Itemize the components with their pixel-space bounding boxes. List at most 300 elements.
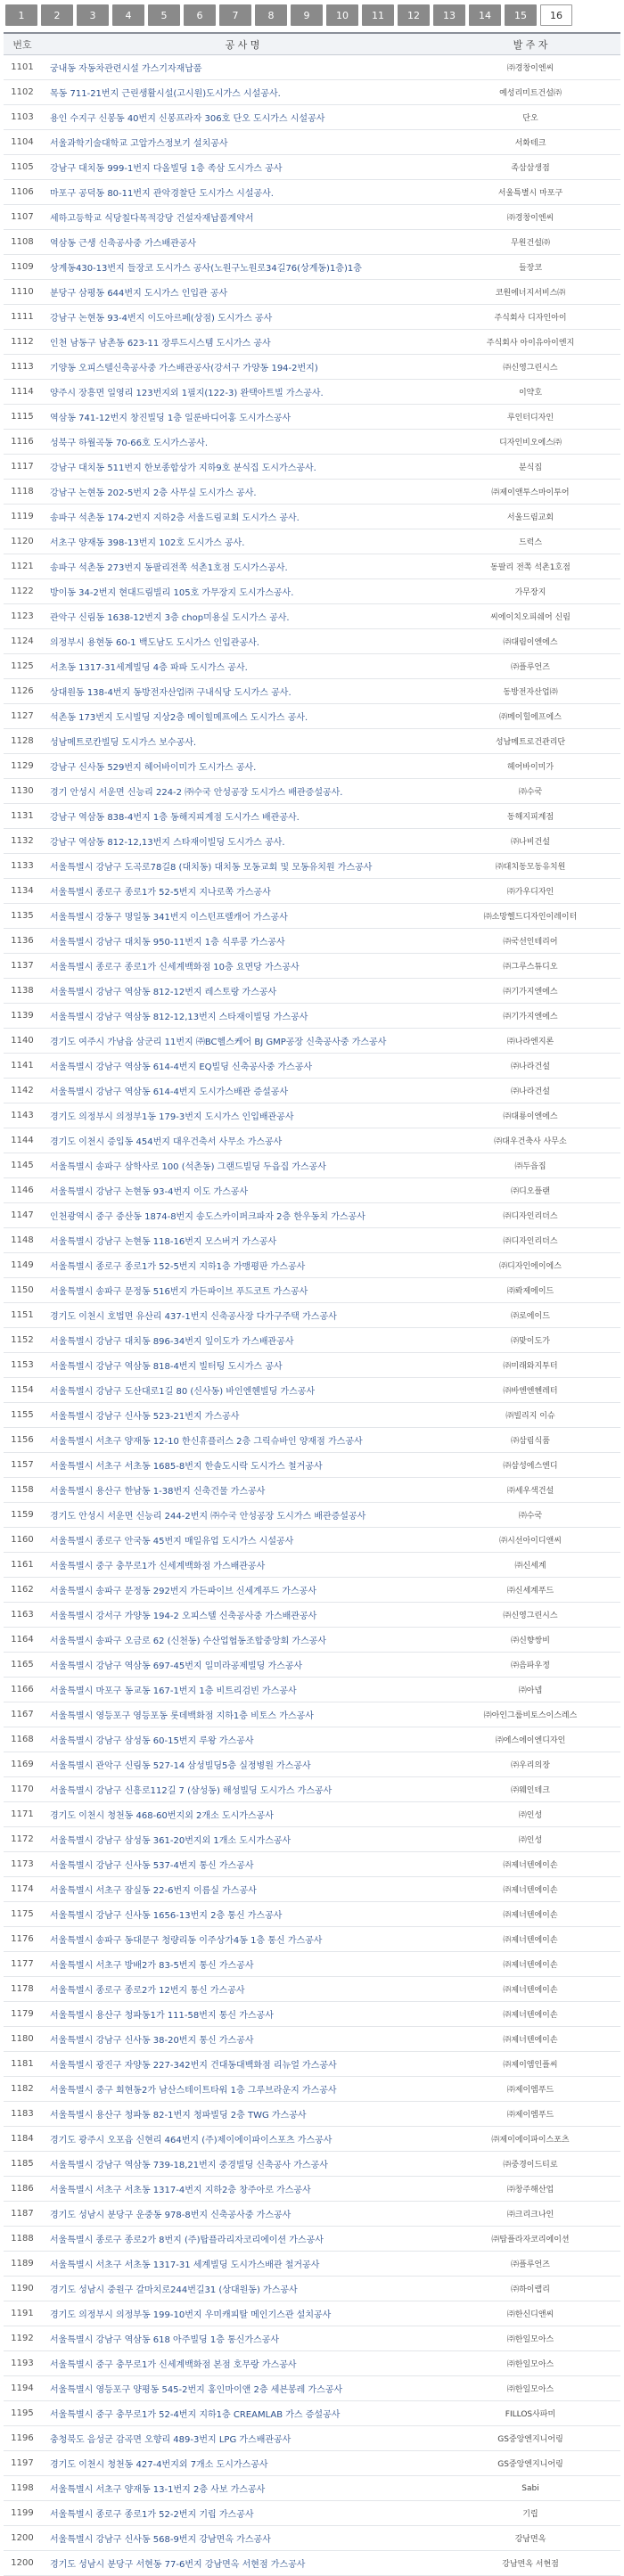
client-name: ㈜제너텐에이손 [503,1986,558,1995]
project-name-link[interactable]: 서울특별시 강서구 가양동 194-2 오피스텔 신축공사중 가스배관공사 [50,1612,317,1621]
project-name-link[interactable]: 서울특별시 송파구 문정동 516번지 가든파이브 푸드코트 가스공사 [50,1287,308,1297]
table-row [4,879,620,904]
project-name-link[interactable]: 서초동 1317-31세계빌딩 4층 파파 도시가스 공사. [50,663,248,673]
client-name: ㈜수국 [518,788,543,797]
project-name-link[interactable]: 방이동 34-2번지 현대드림빌리 105호 가무장지 도시가스공사. [50,588,294,598]
row-number: 1186 [11,2184,34,2194]
project-name-link[interactable]: 서울특별시 강남구 도산대로1길 80 (신사동) 바인엔헨빌딩 가스공사 [50,1387,316,1397]
row-number: 1184 [11,2134,34,2144]
row-number: 1162 [11,1585,34,1595]
project-name-link[interactable]: 서울특별시 관악구 신림동 527-14 삼성빌딩5층 실정병원 가스공사 [50,1761,311,1771]
project-name-link[interactable]: 서울특별시 영등포구 양평동 545-2번지 홍인마이앤 2층 세븐봉레 가스공사 [50,2385,343,2395]
projects-table [4,32,620,2576]
row-number: 1113 [11,362,34,372]
row-number: 1115 [11,412,34,422]
client-name: ㈜소망헬드디자인이레이터 [483,913,578,922]
table-row [4,305,620,330]
client-name: ㈜한일모아스 [506,2360,554,2369]
client-name: ㈜디자인에이에스 [499,1262,562,1271]
row-number: 1173 [11,1859,34,1869]
row-number: 1190 [11,2284,34,2293]
project-name-link[interactable]: 경기도 이천시 청천동 468-60번지외 2개소 도시가스공사 [50,1811,274,1821]
row-number: 1146 [11,1185,34,1195]
client-name: ㈜아인그룹비토스이스레스 [483,1711,578,1720]
client-name: ㈜세우색건설 [506,1487,554,1496]
client-name: ㈜중경이드티로 [503,2161,558,2170]
table-row [4,2326,620,2351]
row-number: 1112 [11,337,34,347]
client-name: ㈜제이에이파이스포츠 [491,2136,570,2145]
row-number: 1191 [11,2309,34,2318]
page-link-7[interactable]: 7 [219,4,251,26]
project-name-link[interactable]: 경기도 이천시 호법면 유산리 437-1번지 신축공사장 다가구주택 가스공사 [50,1312,337,1322]
header-client: 발 주 자 [513,38,548,51]
table-row [4,105,620,130]
row-number: 1188 [11,2234,34,2244]
row-number: 1155 [11,1410,34,1420]
row-number: 1169 [11,1760,34,1769]
client-name: 주식회사 디자인아이 [494,314,567,323]
client-name: ㈜나라건설 [511,1087,550,1096]
project-name-link[interactable]: 서울특별시 강남구 논현동 93-4번지 이도 가스공사 [50,1187,249,1197]
table-row [4,255,620,280]
project-name-link[interactable]: 서울특별시 강남구 역삼동 739-18,21번지 중경빌딩 신축공사 가스공사 [50,2161,328,2170]
row-number: 1119 [11,512,34,521]
project-name-link[interactable]: 경기도 이천시 증입동 454번지 대우건축서 사무소 가스공사 [50,1137,283,1147]
row-number: 1189 [11,2259,34,2268]
project-name-link[interactable]: 기양동 오피스텔신축공사중 가스배관공사(강서구 가양동 194-2번지) [50,364,318,373]
project-name-link[interactable]: 서울특별시 강남구 역삼동 812-12,13번지 스타재이빌딩 가스공사 [50,1013,308,1022]
project-name-link[interactable]: 분당구 삼평동 644번지 도시가스 인입관 공사 [50,289,228,299]
row-number: 1180 [11,2034,34,2044]
client-name: 디자인비오에스㈜ [499,439,562,447]
client-name: 동팔리 전쪽 석촌1호점 [490,563,571,572]
client-name: 헤어바이미가 [506,763,554,772]
client-name: 분식집 [518,464,543,472]
client-name: ㈜대림이엔에스 [503,638,558,647]
project-name-link[interactable]: 서울특별시 종로구 종로1가 52-2번지 기립 가스공사 [50,2510,254,2520]
row-number: 1140 [11,1036,34,1046]
project-name-link[interactable]: 경기도 의정부시 의정부동 199-10번지 우미캐피탈 메인기스관 설치공사 [50,2310,332,2320]
row-number: 1157 [11,1460,34,1470]
client-name: ㈜대치동모동유치원 [495,863,566,872]
project-name-link[interactable]: 서울특별시 종로구 종로2가 8번지 (주)탑플라리자코리에이션 가스공사 [50,2236,324,2245]
table-row [4,1578,620,1603]
project-name-link[interactable]: 성북구 하월곡동 70-66호 도시가스공사. [50,439,209,448]
project-name-link[interactable]: 서초구 양재동 398-13번지 102호 도시가스 공사. [50,538,245,548]
row-number: 1122 [11,587,34,596]
project-name-link[interactable]: 서울특별시 강남구 대치동 896-34번지 잎이도가 가스배관공사 [50,1337,294,1347]
project-name-link[interactable]: 송파구 석촌동 273번지 동팔리전쪽 석촌1호점 도시가스공사. [50,563,288,573]
table-row [4,2301,620,2326]
project-name-link[interactable]: 역삼동 근생 신축공사중 가스배관공사 [50,239,197,249]
project-name-link[interactable]: 강남구 역삼동 838-4번지 1층 동해지피계점 도시가스 배관공사. [50,813,300,823]
row-number: 1197 [11,2458,34,2468]
client-name: 족삼삼생점 [511,164,550,173]
table-row [4,604,620,629]
row-number: 1185 [11,2159,34,2169]
project-name-link[interactable]: 서울특별시 종로구 종로1가 52-5번지 지하1층 가맹평판 가스공사 [50,1262,306,1272]
page-link-3[interactable]: 3 [77,4,109,26]
page-link-9[interactable]: 9 [291,4,323,26]
project-name-link[interactable]: 서울특별시 강동구 명일동 341번지 이스턴프렐캐어 가스공사 [50,913,288,923]
page-link-12[interactable]: 12 [398,4,430,26]
client-name: ㈜두읍집 [514,1162,546,1171]
project-name-link[interactable]: 강남구 논현동 202-5번지 2층 사무실 도시가스 공사. [50,488,257,498]
table-row [4,779,620,804]
client-name: 가무장지 [514,588,546,597]
table-row [4,1328,620,1353]
client-name: ㈜롸제에이드 [506,1287,554,1296]
client-name: ㈜신영그린시스 [503,364,558,373]
client-name: ㈜디자인리더스 [503,1212,558,1221]
row-number: 1124 [11,636,34,646]
table-row [4,2077,620,2102]
table-row [4,554,620,579]
row-number: 1176 [11,1934,34,1944]
project-name-link[interactable]: 경기도 성남시 분당구 운중동 978-8번지 신축공사중 가스공사 [50,2211,291,2220]
project-name-link[interactable]: 경기도 성남시 중원구 갈마치로244번길31 (상대원동) 가스공사 [50,2285,298,2295]
project-name-link[interactable]: 서울특별시 강남구 역삼동 697-45번지 일미라공제빌딩 가스공사 [50,1661,303,1671]
row-number: 1121 [11,562,34,571]
table-row [4,1553,620,1578]
page-link-4[interactable]: 4 [112,4,144,26]
project-name-link[interactable]: 경기도 안성시 서운면 신능리 244-2번지 ㈜수국 안성공장 도시가스 배관증설공사 [50,1512,366,1522]
row-number: 1159 [11,1510,34,1520]
client-name: 코원에너지서비스㈜ [495,289,566,298]
project-name-link[interactable]: 서울특별시 강남구 신사동 1656-13번지 2층 통신 가스공사 [50,1911,283,1921]
client-name: ㈜나라건설 [511,1062,550,1071]
client-name: 동해지피계점 [506,813,554,822]
row-number: 1200 [11,2533,34,2543]
project-name-link[interactable]: 서울특별시 용산구 청파동1가 111-58번지 통신 가스공사 [50,2011,274,2021]
table-row [4,2127,620,2152]
client-name: ㈜미래와지투터 [503,1362,558,1371]
row-number: 1196 [11,2433,34,2443]
row-number: 1148 [11,1235,34,1245]
row-number: 1147 [11,1210,34,1220]
client-name: ㈜제이엠푸드 [506,2086,554,2095]
client-name: ㈜제너텐에이손 [503,1961,558,1970]
page-link-15[interactable]: 15 [505,4,537,26]
project-name-link[interactable]: 서울특별시 서초구 서초동 1317-31 세계빌딩 도시가스배관 철거공사 [50,2260,320,2270]
page-link-10[interactable]: 10 [326,4,358,26]
row-number: 1105 [11,162,34,172]
project-name-link[interactable]: 서울특별시 강남구 삼성동 60-15번지 루왕 가스공사 [50,1736,254,1746]
table-row [4,2401,620,2426]
table-row [4,929,620,954]
project-name-link[interactable]: 강남구 대치동 999-1번지 다올빌딩 1층 족삼 도시가스 공사 [50,164,283,174]
project-name-link[interactable]: 서울특별시 강남구 신사동 523-21번지 가스공사 [50,1412,240,1422]
row-number: 1125 [11,661,34,671]
row-number: 1110 [11,287,34,297]
project-name-link[interactable]: 서울특별시 강남구 도곡로78길8 (대치동) 대치동 모동교회 및 모동유치원 가스공사 [50,863,373,873]
project-name-link[interactable]: 경기 안성시 서운면 신능리 224-2 ㈜수국 안성공장 도시가스 배관증설공사. [50,788,343,798]
row-number: 1111 [11,312,34,322]
project-name-link[interactable]: 서울특별시 강남구 역삼동 818-4번지 빌터팅 도시가스 공사 [50,1362,283,1372]
project-name-link[interactable]: 경기도 의정부시 의정부1동 179-3번지 도시가스 인입배관공사 [50,1112,294,1122]
client-name: ㈜맞이도가 [511,1337,550,1346]
table-row [4,2152,620,2177]
row-number: 1131 [11,811,34,821]
project-name-link[interactable]: 서울특별시 서초구 서초동 1685-8번지 한솔도시락 도시가스 철거공사 [50,1462,323,1472]
project-name-link[interactable]: 역삼동 741-12번지 창진빌딩 1층 일룬바디어홍 도시가스공사 [50,414,291,423]
page-link-13[interactable]: 13 [433,4,465,26]
client-name: ㈜바엔엔헨레터 [503,1387,558,1396]
project-name-link[interactable]: 서울특별시 강남구 신사동 38-20번지 통신 가스공사 [50,2036,254,2046]
table-row [4,1628,620,1653]
table-row [4,2027,620,2052]
client-name: ㈜빌리지 이슈 [505,1412,555,1421]
project-name-link[interactable]: 서울특별시 강남구 역삼동 812-12번지 레스토랑 가스공사 [50,988,277,997]
table-row [4,1503,620,1528]
client-name: 서울드림교회 [506,513,554,522]
client-name: ㈜제너텐에이손 [503,1936,558,1945]
row-number: 1132 [11,836,34,846]
table-row [4,729,620,754]
table-row [4,330,620,355]
project-name-link[interactable]: 서울특별시 서초구 서초동 1317-4번지 지하2층 창주아로 가스공사 [50,2186,311,2195]
project-name-link[interactable]: 서울특별시 강남구 역삼동 614-4번지 도시가스배관 증설공사 [50,1087,289,1097]
table-row [4,829,620,854]
table-row [4,704,620,729]
client-name: 무원건설㈜ [511,239,550,248]
row-number: 1153 [11,1360,34,1370]
table-row [4,155,620,180]
table-row [4,1702,620,1727]
row-number: 1109 [11,262,34,272]
table-row [4,2376,620,2401]
table-row [4,1253,620,1278]
row-number: 1139 [11,1011,34,1021]
table-row [4,1054,620,1079]
row-number: 1103 [11,112,34,122]
project-name-link[interactable]: 의정부시 용현동 60-1 백도남도 도시가스 인입관공사. [50,638,259,648]
project-name-link[interactable]: 상대원동 138-4번지 동방전자산업㈜ 구내식당 도시가스 공사. [50,688,291,698]
project-name-link[interactable]: 충청북도 음성군 감곡면 오향리 489-3번지 LPG 가스배관공사 [50,2435,291,2445]
page-link-5[interactable]: 5 [148,4,180,26]
client-name: 강남면옥 [514,2535,546,2544]
table-row [4,1353,620,1378]
project-name-link[interactable]: 서울특별시 중구 충무로1가 신세계백화점 가스배관공사 [50,1562,266,1571]
row-number: 1141 [11,1061,34,1071]
client-name: ㈜나비건설 [511,838,550,847]
page-link-2[interactable]: 2 [41,4,73,26]
project-name-link[interactable]: 서울특별시 강남구 삼성동 361-20번지외 1개소 도시가스공사 [50,1836,291,1846]
row-number: 1138 [11,986,34,996]
project-name-link[interactable]: 서울특별시 중구 회현동2가 남산스테이트타워 1층 그루브라운지 가스공사 [50,2086,337,2096]
project-name-link[interactable]: 서울특별시 강남구 역삼동 618 아주빌딩 1층 통신가스공사 [50,2335,280,2345]
project-name-link[interactable]: 서울특별시 서초구 양재동 12-10 한신휴플러스 2층 그릭슈바인 양재점 가스공사 [50,1437,363,1447]
project-name-link[interactable]: 서울특별시 송파구 동대문구 청량리동 이주상가4동 1층 통신 가스공사 [50,1936,323,1946]
client-name: ㈜아넵 [518,1686,543,1695]
client-name: ㈜경창이엔씨 [506,64,554,73]
row-number: 1164 [11,1635,34,1645]
row-number: 1118 [11,487,34,496]
client-name: 동방전자산업㈜ [503,688,558,697]
table-row [4,2252,620,2277]
project-name-link[interactable]: 서울특별시 강남구 대치동 950-11번지 1층 식루콩 가스공사 [50,938,285,948]
project-name-link[interactable]: 경기도 여주시 가남읍 삼군리 11번지 ㈜BC헬스케어 BJ GMP공장 신축공사중 가스공사 [50,1038,387,1047]
page-link-14[interactable]: 14 [469,4,501,26]
table-row [4,2451,620,2476]
project-name-link[interactable]: 인천광역시 중구 중산동 1874-8번지 송도스카이퍼크파자 2층 한우동치 가스공사 [50,1212,365,1222]
client-name: ㈜제너텐에이손 [503,1886,558,1895]
table-row [4,1827,620,1852]
table-row [4,1902,620,1927]
table-row [4,1727,620,1752]
project-name-link[interactable]: 서울특별시 송파구 삼학사로 100 (석촌동) 그랜드빌딩 두읍집 가스공사 [50,1162,326,1172]
table-row [4,430,620,455]
client-name: ㈜시선아이디앤씨 [499,1537,562,1546]
project-name-link[interactable]: 목동 711-21번지 근린생활시설(고시원)도시가스 시설공사. [50,89,281,99]
table-row [4,80,620,105]
row-number: 1170 [11,1784,34,1794]
client-name: ㈜탑플라자코리에이션 [491,2236,570,2244]
project-name-link[interactable]: 경기도 성남시 분당구 서현동 77-6번지 강남면옥 서현점 가스공사 [50,2560,306,2570]
table-row [4,2202,620,2227]
project-name-link[interactable]: 서울특별시 영등포구 영등포동 롯데백화점 지하1층 비토스 가스공사 [50,1711,314,1721]
table-row [4,1603,620,1628]
table-row [4,1103,620,1128]
table-row [4,1453,620,1478]
client-name: Sabi [521,2483,539,2493]
table-row [4,1877,620,1902]
table-row [4,1203,620,1228]
project-name-link[interactable]: 서울특별시 종로구 종로1가 52-5번지 지나로쪽 가스공사 [50,888,271,898]
project-name-link[interactable]: 인천 남동구 남촌동 623-11 장루드시스템 도시가스 공사 [50,339,271,349]
table-row [4,2551,620,2576]
project-name-link[interactable]: 상계동430-13번지 들장코 도시가스 공사(노원구노원로34길76(상계동)1층)1층 [50,264,362,274]
table-row [4,1952,620,1977]
row-number: 1144 [11,1136,34,1145]
table-row [4,1303,620,1328]
project-name-link[interactable]: 서울특별시 마포구 동교동 167-1번지 1층 비트리검빈 가스공사 [50,1686,297,1696]
client-name: ㈜가우디자인 [506,888,554,897]
project-name-link[interactable]: 서울특별시 강남구 신사동 568-9번지 강남면옥 가스공사 [50,2535,271,2545]
project-name-link[interactable]: 서울특별시 광진구 자양동 227-342번지 건대동대백화점 리뉴얼 가스공사 [50,2061,337,2071]
project-name-link[interactable]: 서울과학기술대학교 고압가스정보기 설치공사 [50,139,228,149]
client-name: ㈜국선인테리어 [503,938,558,947]
project-name-link[interactable]: 마포구 공덕동 80-11번지 관악경찰단 도시가스 시설공사. [50,189,274,199]
project-name-link[interactable]: 서울특별시 서초구 잠실동 22-6번지 이름실 가스공사 [50,1886,257,1896]
page-link-1[interactable]: 1 [5,4,37,26]
page-link-16[interactable]: 16 [540,4,572,26]
row-number: 1127 [11,711,34,721]
project-name-link[interactable]: 서울특별시 종로구 안국동 45번지 매일유업 도시가스 시설공사 [50,1537,294,1546]
project-name-link[interactable]: 서울특별시 강남구 역삼동 614-4번지 EQ빌딩 신축공사중 가스공사 [50,1062,313,1072]
table-row [4,954,620,979]
project-name-link[interactable]: 석촌동 173번지 도시빌딩 지상2층 메이힐메프에스 도시가스 공사. [50,713,308,723]
project-name-link[interactable]: 강남구 역삼동 812-12,13번지 스타재이빌딩 도시가스 공사. [50,838,285,848]
project-name-link[interactable]: 강남구 논현동 93-4번지 이도아르페(상점) 도시가스 공사 [50,314,273,324]
client-name: 주식회사 아이유아이엔지 [486,339,575,348]
page-link-6[interactable]: 6 [184,4,216,26]
table-row [4,2426,620,2451]
row-number: 1181 [11,2059,34,2069]
table-row [4,455,620,480]
row-number: 1101 [11,62,34,72]
project-name-link[interactable]: 궁내동 자동차관련시설 가스기자재납품 [50,64,202,74]
project-name-link[interactable]: 서울특별시 송파구 오금로 62 (신천동) 수산업협동조합중앙회 가스공사 [50,1637,327,1646]
header-project-name: 공 사 명 [225,38,260,51]
row-number: 1200 [11,2558,34,2568]
project-name-link[interactable]: 서울특별시 종로구 종로1가 신세계백화점 10층 요면당 가스공사 [50,963,300,972]
project-name-link[interactable]: 서울특별시 중구 충무로1가 신세계백화점 본점 호무랑 가스공사 [50,2360,297,2370]
project-name-link[interactable]: 양주시 장흥면 일영리 123번지외 1필지(122-3) 완택아트빌 가스공사. [50,389,324,398]
client-name: ㈜제이앤투스마이투어 [491,488,570,497]
table-row [4,230,620,255]
table-row [4,654,620,679]
row-number: 1198 [11,2483,34,2493]
client-name: ㈜제너텐에이손 [503,2011,558,2020]
header-no: 번호 [12,38,32,51]
table-row [4,529,620,554]
row-number: 1192 [11,2334,34,2343]
row-number: 1199 [11,2508,34,2518]
client-name: GS중앙엔지니어링 [497,2460,563,2469]
project-name-link[interactable]: 서울특별시 서초구 양재동 13-1번지 2층 사보 가스공사 [50,2485,266,2495]
row-number: 1152 [11,1335,34,1345]
page-link-11[interactable]: 11 [362,4,394,26]
client-name: 서울특별시 마포구 [497,189,563,198]
row-number: 1149 [11,1260,34,1270]
client-name: 강남면옥 서현점 [502,2560,559,2569]
project-name-link[interactable]: 서울특별시 서초구 방배2가 83-5번지 통신 가스공사 [50,1961,254,1971]
project-name-link[interactable]: 서울특별시 강남구 논현동 118-16번지 모스버거 가스공사 [50,1237,277,1247]
table-row [4,979,620,1004]
table-row [4,2002,620,2027]
project-name-link[interactable]: 서울특별시 용산구 한남동 1-38번지 신축건물 가스공사 [50,1487,266,1497]
project-name-link[interactable]: 강남구 신사동 529번지 헤어바이미가 도시가스 공사. [50,763,257,773]
client-name: ㈜디자인리더스 [503,1237,558,1246]
client-name: ㈜우리의장 [511,1761,550,1770]
project-name-link[interactable]: 서울특별시 송파구 문정동 292번지 가든파이브 신세계푸드 가스공사 [50,1587,316,1596]
row-number: 1182 [11,2084,34,2094]
project-name-link[interactable]: 성남메트로칸빌딩 도시가스 보수공사. [50,738,197,748]
client-name: ㈜신영그린시스 [503,1612,558,1620]
project-name-link[interactable]: 관악구 신림동 1638-12번지 3층 chop미용실 도시가스 공사. [50,613,290,623]
table-row [4,2277,620,2301]
row-number: 1160 [11,1535,34,1545]
table-row [4,2102,620,2127]
project-name-link[interactable]: 세하고등학교 식당칠다목적강당 건설자재납품계약서 [50,214,254,224]
table-row [4,1752,620,1777]
client-name: ㈜에스에이엔디자인 [495,1736,566,1745]
project-name-link[interactable]: 경기도 광주시 오포읍 신현리 464번지 (주)제이에이파이스포츠 가스공사 [50,2136,333,2145]
project-name-link[interactable]: 용인 수지구 신봉동 40번지 신봉프라자 306호 단오 도시가스 시설공사 [50,114,325,124]
project-name-link[interactable]: 서울특별시 강남구 신흥로112길 7 (삼성동) 해성빌딩 도시가스 가스공사 [50,1786,333,1796]
page-link-8[interactable]: 8 [255,4,287,26]
client-name: 들장코 [518,264,543,273]
project-name-link[interactable]: 서울특별시 종로구 종로2가 12번지 통신 가스공사 [50,1986,245,1996]
table-row [4,1004,620,1029]
client-name: ㈜인성 [518,1811,543,1820]
client-name: ㈜수국 [518,1512,543,1521]
project-name-link[interactable]: 서울특별시 용산구 청파동 82-1번지 청파빌딩 2층 TWG 가스공사 [50,2111,307,2121]
project-name-link[interactable]: 서울특별시 중구 충무로1가 52-4번지 지하1층 CREAMLAB 가스 증설공사 [50,2410,341,2420]
table-row [4,1079,620,1103]
client-name: ㈜제너텐에이손 [503,1861,558,1870]
client-name: ㈜제이엠푸드 [506,2111,554,2120]
table-row [4,2476,620,2501]
client-name: ㈜한일모아스 [506,2335,554,2344]
table-row [4,505,620,529]
project-name-link[interactable]: 송파구 석촌동 174-2번지 지하2층 서울드림교회 도시가스 공사. [50,513,300,523]
project-name-link[interactable]: 강남구 대치동 511번지 한보종합상가 지하9호 분식집 도시가스공사. [50,464,316,473]
project-name-link[interactable]: 경기도 이천시 청천동 427-4번지외 7개소 도시가스공사 [50,2460,268,2470]
project-name-link[interactable]: 서울특별시 강남구 신사동 537-4번지 통신 가스공사 [50,1861,254,1871]
